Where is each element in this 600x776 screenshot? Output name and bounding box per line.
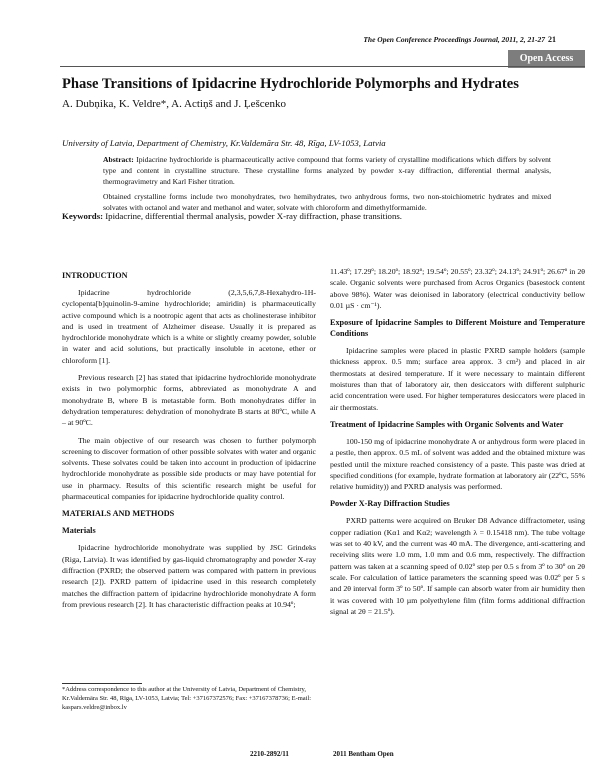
- publisher: 2011 Bentham Open: [333, 750, 394, 758]
- pxrd-heading: Powder X-Ray Diffraction Studies: [330, 499, 450, 509]
- right-column: [330, 266, 585, 623]
- abstract-text-2: Obtained crystalline forms include two monohydrates, two hemihydrates, two anhydrous forms, two non-stoichiometric hydrates and mixed solvates with octanol and water and methanol and water, solvate with chloroform and dimethylformamide.: [103, 192, 551, 212]
- pxrd-paragraph: PXRD patterns were acquired on Bruker D8 Advance diffractometer, using copper radiation (Kα1 and Kα2; wavelength λ = 0.15418 nm). The tube voltage was set to 40 kV, and the current was 40 mA. The divergence, anti-scattering and receiving slits were 1.0 mm, 1.0 mm and 0.6 mm, respectively. The diffraction pattern was taken at a scanning speed of 0.02º step per 0.5 s from 3º to 30º on 2θ scale. For calculation of lattice parameters the scanning speed was 0.02º per 5 s and 2θ interval form 3º to 50º. If sample can absorb water from air humidity then it was covered with 10 µm polyethylene film (film forms additional diffraction signal at 2θ = 21.5º).: [330, 516, 585, 616]
- correspondence-footnote: *Address correspondence to this author at the University of Latvia, Department of Chemistry, Kr.Valdemāra Str. 48, Rīga, LV-1053, Latvia; Tel: +37167372576; Fax: +37167378736; E-mail: kaspars.veldre@inbox.lv: [62, 686, 312, 711]
- materials-continued: 11.43º; 17.29º; 18.20º; 18.92º; 19.54º; 20.55º; 23.32º; 24.13º; 24.91º; 26.67º in 2θ scale. Organic solvents were purchased from Acros Organics (basestock content above 98%). Water was deionised in laboratory (electrical conductivity bellow 0.01 µS · cm⁻¹).: [330, 267, 585, 310]
- header-rule: [60, 66, 585, 67]
- paper-title: Phase Transitions of Ipidacrine Hydrochloride Polymorphs and Hydrates: [62, 76, 519, 92]
- materials-heading: Materials: [62, 526, 96, 536]
- page-number: 21: [548, 35, 556, 44]
- left-column: [62, 266, 316, 616]
- abstract-label: Abstract:: [103, 155, 134, 164]
- abstract: [103, 154, 551, 217]
- intro-paragraph-1: Ipidacrine hydrochloride (2,3,5,6,7,8-Hexahydro-1H-cyclopenta[b]quinolin-9-amine hydrochloride; amiridin) is pharmaceutically active compound which is a nootropic agent that acts as cholinesterase inhibitor and is used in treatment of Alzheimer disease. Usually it is prepared as hydrochloride monohydrate which is a white or slightly creamy powder, soluble in water and acid solutions, but practically insoluble in acetone, ether or chloroform [1].: [62, 288, 316, 365]
- keywords-label: Keywords:: [62, 211, 104, 221]
- intro-paragraph-2: Previous research [2] has stated that ipidacrine hydrochloride monohydrate exists in two polymorphic forms, abbreviated as monohydrate A and monohydrate B, where B is metastable form. Both monohydrates differ in dehydration temperatures: dehydration of monohydrate B starts at 80ºC, while A – at 90ºC.: [62, 373, 316, 428]
- intro-paragraph-3: The main objective of our research was chosen to further polymorph screening to discover formation of other possible solvates with water and organic solvents. These solvates could be taken into account in production of ipidacrine hydrochloride monohydrate as possible side products or may have potential for use in pharmacy. Results of this scientific research might be useful for pharmaceutical companies for ipidacrine hydrochloride quality control.: [62, 435, 316, 502]
- issn: 2210-2892/11: [250, 750, 289, 758]
- journal-header: The Open Conference Proceedings Journal, 2011, 2, 21-27: [363, 35, 545, 44]
- paper-affiliation: University of Latvia, Department of Chemistry, Kr.Valdemāra Str. 48, Rīga, LV-1053, Latvia: [62, 138, 386, 148]
- treatment-heading: Treatment of Ipidacrine Samples with Organic Solvents and Water: [330, 419, 564, 429]
- intro-heading: INTRODUCTION: [62, 271, 128, 280]
- keywords-text: Ipidacrine, differential thermal analysis, powder X-ray diffraction, phase transitions.: [105, 211, 402, 221]
- abstract-text-1: Ipidacrine hydrochloride is pharmaceutically active compound that forms variety of crystalline modifications which differs by solvent type and content in crystalline structure. These crystalline forms analyzed by powder x-ray diffraction, differential thermal analysis, thermogravimetry and Karl Fisher titration.: [103, 155, 551, 186]
- abstract-paragraph-1: [103, 154, 551, 187]
- paper-authors: A. Dubņika, K. Veldre*, A. Actiņš and J. Ļešcenko: [62, 98, 287, 110]
- keywords: [62, 211, 582, 221]
- exposure-paragraph: Ipidacrine samples were placed in plastic PXRD sample holders (sample thickness approx. 0.5 mm; surface area approx. 3 cm²) and placed in air thermostats at desired temperature. If it were necessary to maintain different moistures than that of laboratory air, then desiccators with different sulphuric acid concentration were used. For higher temperatures desiccators were placed in air thermostats.: [330, 346, 585, 412]
- open-access-badge: Open Access: [508, 50, 585, 68]
- materials-paragraph: Ipidacrine hydrochloride monohydrate was supplied by JSC Grindeks (Riga, Latvia). It was identified by gas-liquid chromatography and powder X-ray diffraction (PXRD; the observed pattern was compared with pattern in previous research [2]). PXRD pattern of ipidacrine used in this research completely matches the diffraction pattern of ipidacrine hydrochloride monohydrate A form from previous research [2]. It has characteristic diffraction peaks at 10.94º;: [62, 543, 316, 609]
- methods-heading: MATERIALS AND METHODS: [62, 509, 175, 519]
- footnote-rule: [62, 683, 142, 684]
- exposure-heading: Exposure of Ipidacrine Samples to Different Moisture and Temperature Conditions: [330, 318, 585, 339]
- treatment-paragraph: 100-150 mg of ipidacrine monohydrate A or anhydrous form were placed in a pestle, then approx. 0.5 mL of solvent was added and the obtained mixture was pestled until the mixture reached consistency of a paste. This paste was dried at specified conditions (for example, hydrate formation at laboratory air (22ºC, 55% relative humidity)) and PXRD analysis was performed.: [330, 436, 585, 492]
